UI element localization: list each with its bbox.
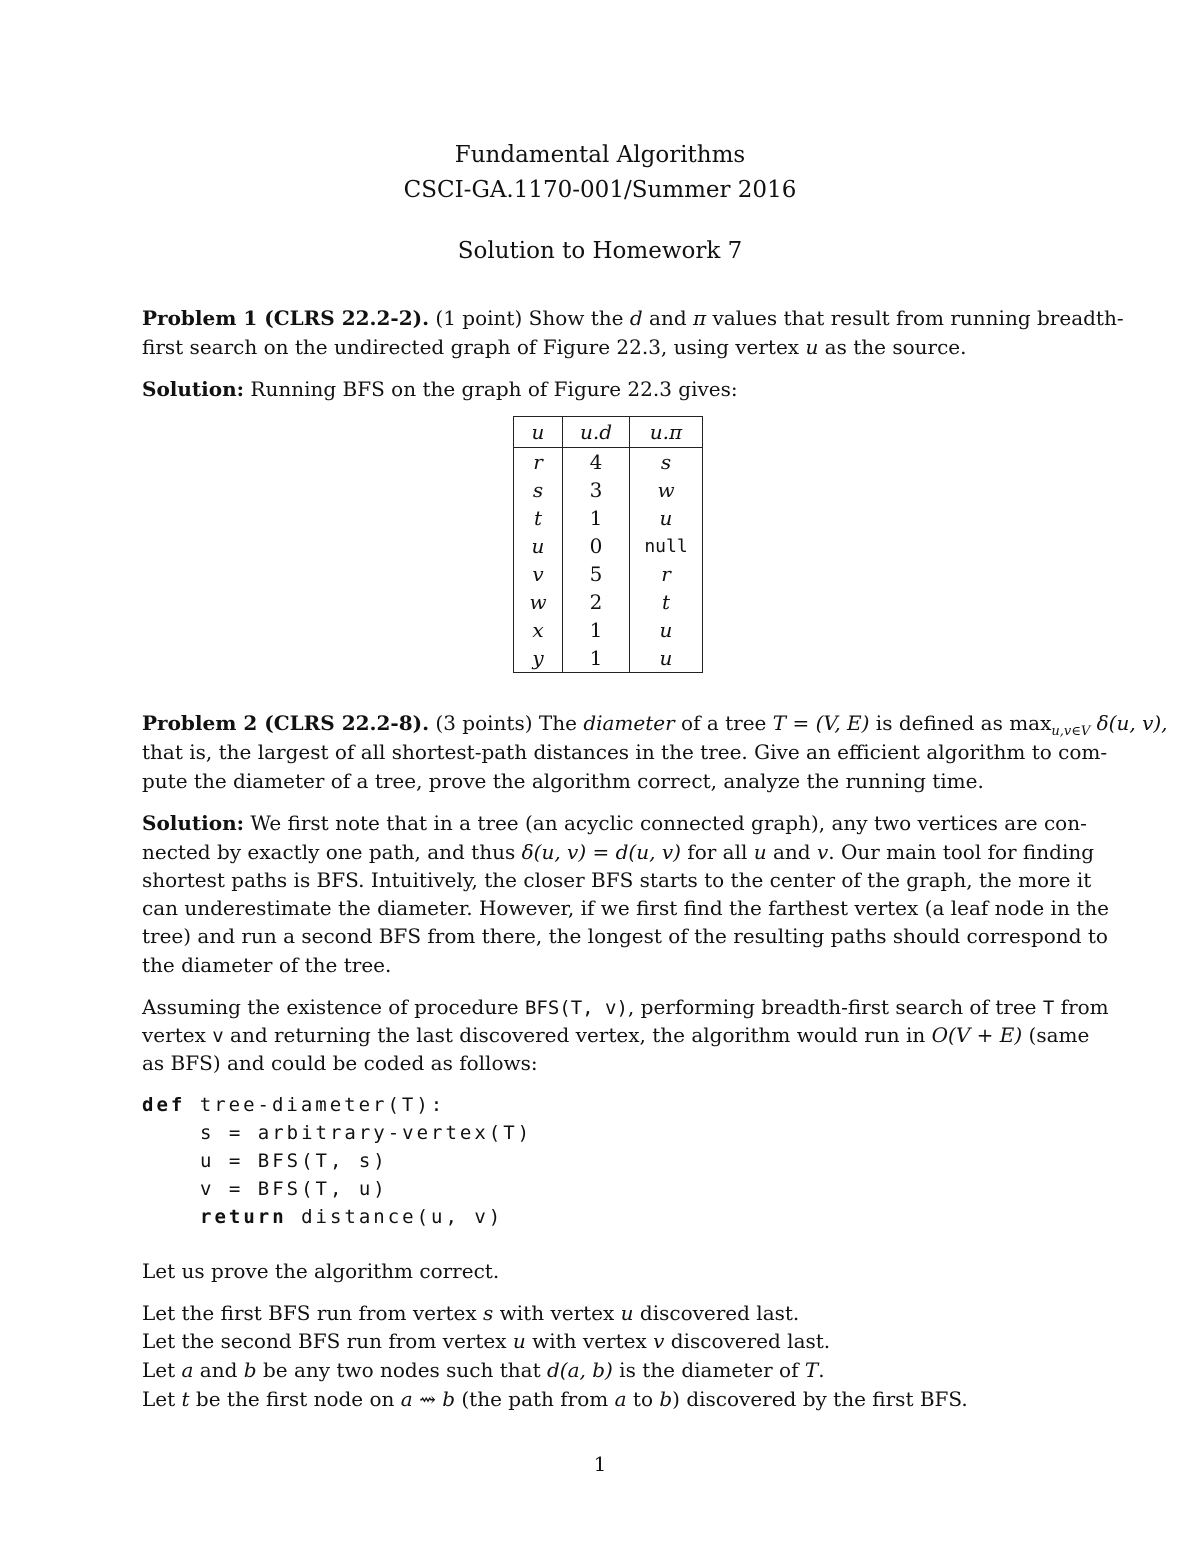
- math-t: t: [181, 1387, 190, 1411]
- solution2-p1-line2: [142, 838, 1095, 866]
- math-a: a: [614, 1387, 627, 1411]
- math-b: b: [243, 1358, 257, 1382]
- math-a: a: [181, 1358, 194, 1382]
- cell-vertex: t: [514, 504, 563, 532]
- column-header-predecessor: u.π: [630, 417, 703, 448]
- text: and returning the last discovered vertex, the algorithm would run in: [223, 1023, 932, 1047]
- text: We first note that in a tree (an acyclic connected graph), any two vertices are con-: [244, 811, 1087, 835]
- problem2-statement-line2: that is, the largest of all shortest-path distances in the tree. Give an efficient algorithm to com-: [142, 740, 1108, 764]
- proof-line-2: [142, 1327, 1060, 1355]
- cell-distance: 5: [563, 560, 630, 588]
- text: with vertex: [525, 1329, 654, 1353]
- text: of a tree: [674, 711, 773, 735]
- code-text: tree-diameter(T):: [185, 1094, 446, 1116]
- inline-code: T: [1042, 997, 1055, 1019]
- text: nected by exactly one path, and thus: [142, 840, 522, 864]
- math-v: v: [816, 840, 829, 864]
- text: Let: [142, 1387, 182, 1411]
- cell-distance: 3: [563, 476, 630, 504]
- table-row: [514, 448, 703, 477]
- math-delta-equals-d: δ(u, v) = d(u, v): [521, 840, 681, 864]
- math-delta: δ(u, v),: [1090, 711, 1168, 735]
- cell-distance: 1: [563, 616, 630, 644]
- inline-code: BFS(T, v): [524, 997, 628, 1019]
- cell-predecessor: null: [630, 532, 703, 560]
- text: first search on the undirected graph of Figure 22.3, using vertex: [142, 335, 806, 359]
- cell-predecessor: r: [630, 560, 703, 588]
- text: (3 points) The: [429, 711, 584, 735]
- course-code: CSCI-GA.1170-001/Summer 2016: [403, 177, 797, 203]
- text: (the path from: [455, 1387, 615, 1411]
- table-row: [514, 588, 703, 616]
- text: to: [626, 1387, 660, 1411]
- code-text: distance(u, v): [286, 1206, 504, 1228]
- cell-distance: 2: [563, 588, 630, 616]
- cell-vertex: y: [514, 644, 563, 673]
- text: Let the first BFS run from vertex: [142, 1301, 484, 1325]
- code-line-3: u = BFS(T, s): [200, 1150, 388, 1172]
- text: ) discovered by the first BFS.: [672, 1387, 968, 1411]
- math-path-a-b: a ⇝ b: [400, 1387, 455, 1411]
- math-b: b: [659, 1387, 673, 1411]
- proof-intro: Let us prove the algorithm correct.: [142, 1259, 500, 1283]
- text: (same: [1022, 1023, 1090, 1047]
- text: for all: [680, 840, 754, 864]
- math-v: v: [653, 1329, 665, 1353]
- solution2-p1-line5: tree) and run a second BFS from there, the longest of the resulting paths should correspond to: [142, 924, 1108, 948]
- cell-distance: 0: [563, 532, 630, 560]
- text: , performing breadth-first search of tree: [627, 995, 1043, 1019]
- math-pi: π: [692, 306, 707, 330]
- document-title: Solution to Homework 7: [457, 238, 743, 264]
- cell-distance: 1: [563, 504, 630, 532]
- table-row: [514, 504, 703, 532]
- math-u: u: [753, 840, 767, 864]
- solution2-p1-line6: the diameter of the tree.: [142, 953, 392, 977]
- text: Let the second BFS run from vertex: [142, 1329, 513, 1353]
- text: .: [818, 1358, 825, 1382]
- cell-vertex: r: [514, 448, 563, 477]
- text: Running BFS on the graph of Figure 22.3 gives:: [244, 377, 738, 401]
- text: vertex: [142, 1023, 213, 1047]
- term-diameter: diameter: [583, 711, 675, 735]
- problem2-statement-line3: pute the diameter of a tree, prove the algorithm correct, analyze the running time.: [142, 769, 984, 793]
- text: Let: [142, 1358, 182, 1382]
- code-line-1: [142, 1091, 445, 1119]
- cell-distance: 4: [563, 448, 630, 477]
- text: discovered last.: [633, 1301, 800, 1325]
- page-number: 1: [593, 1452, 607, 1476]
- code-line-2: s = arbitrary-vertex(T): [200, 1122, 533, 1144]
- code-line-4: v = BFS(T, u): [200, 1178, 388, 1200]
- cell-predecessor: u: [630, 616, 703, 644]
- problem1-statement-line1: [142, 304, 1124, 332]
- text: from: [1054, 995, 1109, 1019]
- text: be any two nodes such that: [256, 1358, 547, 1382]
- solution2-p1-line1: [142, 809, 1087, 837]
- table-header-row: [514, 417, 703, 448]
- math-u: u: [805, 335, 819, 359]
- text: (1 point) Show the: [429, 306, 630, 330]
- cell-predecessor: u: [630, 644, 703, 673]
- problem1-solution: [142, 375, 1060, 403]
- cell-distance: 1: [563, 644, 630, 673]
- inline-code: v: [212, 1025, 224, 1047]
- math-d: d: [629, 306, 643, 330]
- text: is the diameter of: [612, 1358, 805, 1382]
- table-row: [514, 476, 703, 504]
- solution2-p2-line2: [142, 1021, 1090, 1050]
- problem2-label: Problem 2 (CLRS 22.2-8).: [142, 711, 430, 735]
- text: and: [193, 1358, 244, 1382]
- solution-label: Solution:: [142, 377, 245, 401]
- column-header-distance: u.d: [563, 417, 630, 448]
- code-line-5: [200, 1203, 503, 1231]
- text: be the first node on: [189, 1387, 401, 1411]
- cell-vertex: s: [514, 476, 563, 504]
- text: is defined as max: [869, 711, 1052, 735]
- column-header-vertex: u: [514, 417, 563, 448]
- proof-line-4: [142, 1385, 1060, 1413]
- math-u: u: [620, 1301, 634, 1325]
- cell-predecessor: t: [630, 588, 703, 616]
- text: . Our main tool for finding: [828, 840, 1095, 864]
- cell-predecessor: w: [630, 476, 703, 504]
- keyword-def: def: [142, 1094, 186, 1116]
- solution2-p2-line3: as BFS) and could be coded as follows:: [142, 1051, 538, 1075]
- solution2-p1-line3: shortest paths is BFS. Intuitively, the closer BFS starts to the center of the graph, the more it: [142, 868, 1092, 892]
- text: as the source.: [818, 335, 967, 359]
- keyword-return: return: [200, 1206, 287, 1228]
- cell-predecessor: s: [630, 448, 703, 477]
- table-row: [514, 616, 703, 644]
- math-s: s: [483, 1301, 494, 1325]
- text: and: [642, 306, 693, 330]
- math-tree-definition: T = (V, E): [772, 711, 870, 735]
- math-d-ab: d(a, b): [546, 1358, 613, 1382]
- text: and: [766, 840, 817, 864]
- text: with vertex: [493, 1301, 621, 1325]
- math-u: u: [512, 1329, 526, 1353]
- problem1-statement-line2: [142, 333, 1060, 361]
- math-complexity: O(V + E): [931, 1023, 1023, 1047]
- bfs-result-table: [513, 416, 703, 673]
- math-subscript: u,v∈V: [1051, 724, 1091, 739]
- text: values that result from running breadth-: [706, 306, 1124, 330]
- table-row: [514, 644, 703, 673]
- cell-vertex: u: [514, 532, 563, 560]
- course-title: Fundamental Algorithms: [454, 142, 746, 168]
- cell-predecessor: u: [630, 504, 703, 532]
- solution-label: Solution:: [142, 811, 245, 835]
- problem1-label: Problem 1 (CLRS 22.2-2).: [142, 306, 430, 330]
- cell-vertex: w: [514, 588, 563, 616]
- text: discovered last.: [664, 1329, 831, 1353]
- text: Assuming the existence of procedure: [142, 995, 525, 1019]
- cell-vertex: v: [514, 560, 563, 588]
- table-row: [514, 560, 703, 588]
- math-T: T: [804, 1358, 819, 1382]
- solution2-p2-line1: [142, 993, 1109, 1022]
- proof-line-1: [142, 1299, 1060, 1327]
- solution2-p1-line4: can underestimate the diameter. However, if we first find the farthest vertex (a leaf node in the: [142, 896, 1109, 920]
- proof-line-3: [142, 1356, 1060, 1384]
- table-row: [514, 532, 703, 560]
- cell-vertex: x: [514, 616, 563, 644]
